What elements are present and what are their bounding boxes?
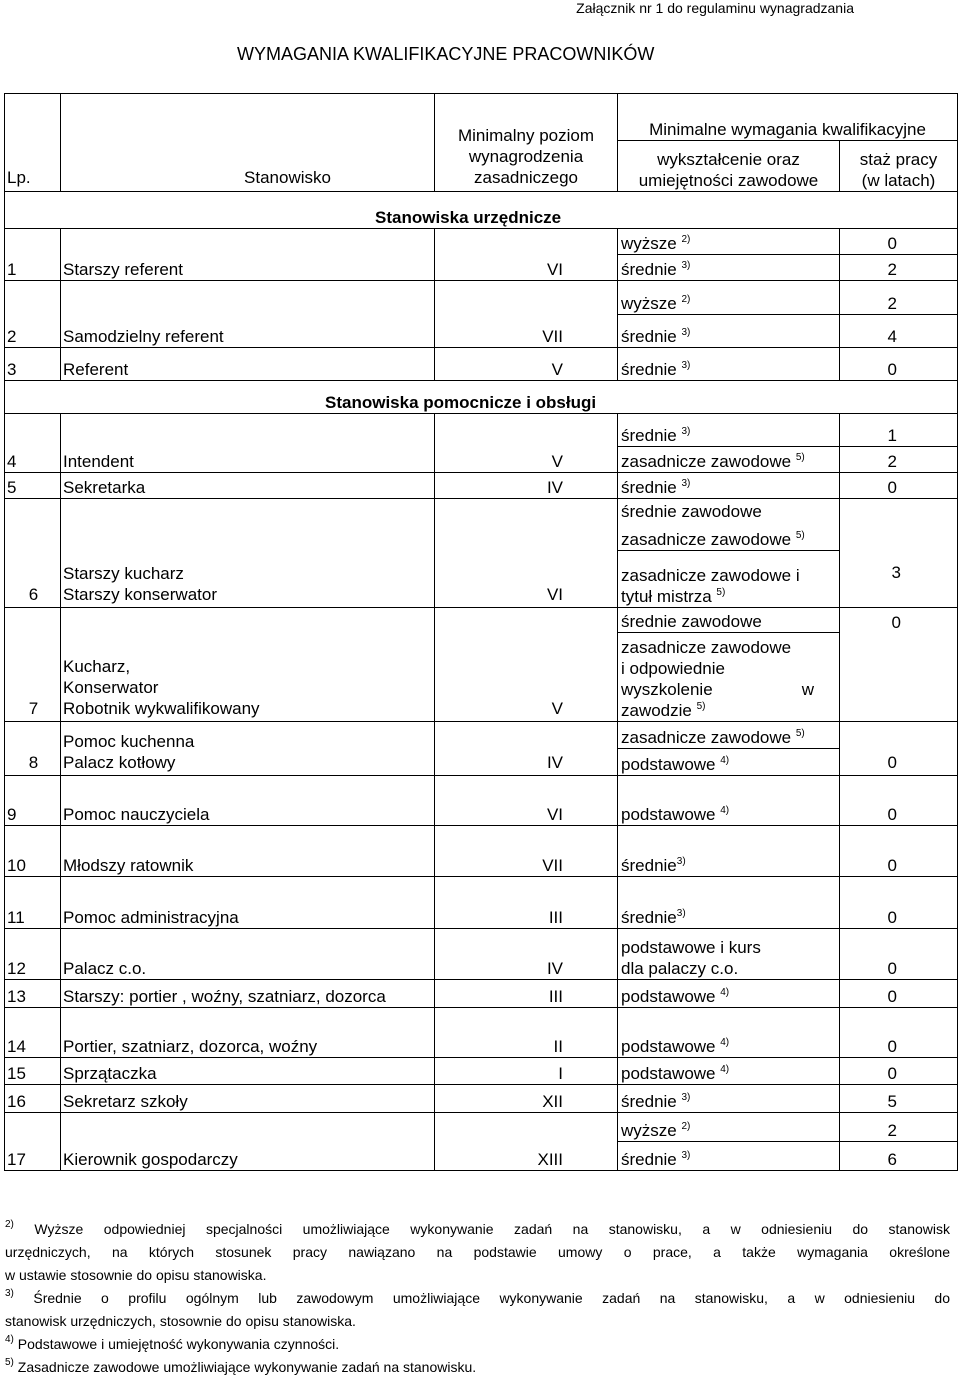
grade-cell: VII bbox=[435, 281, 618, 348]
header-min-requirements: Minimalne wymagania kwalifikacyjne bbox=[618, 94, 958, 141]
experience-cell: 0 bbox=[840, 722, 958, 776]
grade-cell: V bbox=[435, 414, 618, 473]
lp-cell: 9 bbox=[5, 776, 61, 826]
footnote-ref: 2) bbox=[681, 294, 691, 305]
education-text: podstawowe bbox=[621, 1064, 716, 1083]
experience-cell: 0 bbox=[840, 877, 958, 929]
education-text: średnie bbox=[621, 478, 677, 497]
section-clerical: Stanowiska urzędnicze bbox=[5, 192, 958, 229]
position-cell: Sekretarka bbox=[61, 473, 435, 499]
position-cell: Intendent bbox=[61, 414, 435, 473]
experience-cell: 2 bbox=[840, 255, 958, 281]
footnote-ref: 3) bbox=[681, 478, 691, 489]
footnote-ref: 4) bbox=[720, 1064, 730, 1075]
grade-cell: III bbox=[435, 980, 618, 1008]
header-min-level-2: wynagrodzenia bbox=[468, 147, 584, 166]
lp-cell: 5 bbox=[5, 473, 61, 499]
footnote-ref: 5) bbox=[795, 728, 805, 739]
lp-cell: 11 bbox=[5, 877, 61, 929]
footnote-ref: 2) bbox=[681, 234, 691, 245]
page-title: WYMAGANIA KWALIFIKACYJNE PRACOWNIKÓW bbox=[237, 44, 655, 64]
education-cell bbox=[618, 1058, 840, 1085]
education-text: średnie bbox=[621, 856, 677, 875]
lp-cell: 14 bbox=[5, 1008, 61, 1058]
education-text: podstawowe bbox=[621, 755, 716, 774]
lp-cell: 1 bbox=[5, 229, 61, 281]
grade-cell: IV bbox=[435, 929, 618, 980]
annex-note: Załącznik nr 1 do regulaminu wynagradzania bbox=[576, 0, 854, 16]
experience-cell: 0 bbox=[840, 980, 958, 1008]
experience-cell: 3 bbox=[840, 499, 958, 608]
education-cell bbox=[618, 776, 840, 826]
education-line bbox=[621, 679, 814, 700]
lp-cell: 6 bbox=[5, 499, 61, 608]
table-row bbox=[5, 1085, 958, 1113]
position-cell: Sprzątaczka bbox=[61, 1058, 435, 1085]
grade-cell: XII bbox=[435, 1085, 618, 1113]
education-line: zasadnicze zawodowe i bbox=[621, 566, 800, 585]
table-row bbox=[5, 1113, 958, 1142]
education-text: zasadnicze zawodowe bbox=[621, 452, 792, 471]
experience-cell: 0 bbox=[840, 473, 958, 499]
footnote-mark: 3) bbox=[5, 1288, 14, 1299]
header-experience-2: (w latach) bbox=[861, 171, 936, 190]
education-cell bbox=[618, 522, 840, 551]
education-cell bbox=[618, 473, 840, 499]
education-text: średnie bbox=[621, 426, 677, 445]
education-cell bbox=[618, 1142, 840, 1171]
lp-cell: 12 bbox=[5, 929, 61, 980]
lp-cell: 7 bbox=[5, 608, 61, 722]
table-row bbox=[5, 877, 958, 929]
footnote-ref: 5) bbox=[795, 530, 805, 541]
education-cell bbox=[618, 826, 840, 877]
footnote-text: urzędniczych, na których stosunek pracy nawiązano na podstawie umowy o prace, a także wymagania określone bbox=[5, 1244, 950, 1260]
position-cell: Pomoc nauczyciela bbox=[61, 776, 435, 826]
education-text: średnie bbox=[621, 1150, 677, 1169]
position-cell: Palacz c.o. bbox=[61, 929, 435, 980]
header-education bbox=[618, 141, 840, 192]
experience-cell: 6 bbox=[840, 1142, 958, 1171]
position-line: Starszy kucharz bbox=[63, 564, 184, 583]
education-text: średnie bbox=[621, 260, 677, 279]
education-cell bbox=[618, 1113, 840, 1142]
footnote-3 bbox=[5, 1287, 950, 1310]
education-cell bbox=[618, 551, 840, 608]
header-lp: Lp. bbox=[5, 94, 61, 192]
table-row bbox=[5, 229, 958, 255]
education-text: zawodzie bbox=[621, 701, 692, 720]
position-line: Pomoc kuchenna bbox=[63, 732, 195, 751]
education-cell bbox=[618, 414, 840, 447]
table-row bbox=[5, 826, 958, 877]
position-cell bbox=[61, 608, 435, 722]
education-text: podstawowe bbox=[621, 987, 716, 1006]
footnote-ref: 4) bbox=[720, 755, 730, 766]
education-text: podstawowe bbox=[621, 805, 716, 824]
table-row bbox=[5, 281, 958, 315]
experience-cell: 1 bbox=[840, 414, 958, 447]
education-line: dla palaczy c.o. bbox=[621, 959, 739, 978]
position-line: Konserwator bbox=[63, 678, 159, 697]
header-education-1: wykształcenie oraz bbox=[657, 150, 800, 169]
education-cell bbox=[618, 315, 840, 348]
section-support: Stanowiska pomocnicze i obsługi bbox=[5, 381, 958, 414]
experience-cell: 0 bbox=[840, 826, 958, 877]
lp-cell: 17 bbox=[5, 1113, 61, 1171]
footnote-text: stanowisk urzędniczych, stosownie do opisu stanowiska. bbox=[5, 1313, 356, 1329]
position-cell: Starszy: portier , woźny, szatniarz, dozorca bbox=[61, 980, 435, 1008]
footnote-ref: 5) bbox=[696, 701, 706, 712]
education-line bbox=[621, 700, 839, 721]
section-row bbox=[5, 381, 958, 414]
experience-cell: 2 bbox=[840, 281, 958, 315]
experience-cell: 0 bbox=[840, 929, 958, 980]
footnote-5 bbox=[5, 1356, 950, 1379]
lp-cell: 10 bbox=[5, 826, 61, 877]
education-text: średnie bbox=[621, 360, 677, 379]
footnote-mark: 5) bbox=[5, 1357, 14, 1368]
education-text: średnie bbox=[621, 908, 677, 927]
footnote-text: Średnie o profilu ogólnym lub zawodowym umożliwiające wykonywanie zadań na stanowisku, a w odniesieniu do bbox=[33, 1290, 951, 1306]
footnote-text: w ustawie stosownie do opisu stanowiska. bbox=[5, 1267, 267, 1283]
header-row-1 bbox=[5, 94, 958, 141]
table-row bbox=[5, 722, 958, 749]
education-cell bbox=[618, 749, 840, 776]
education-text: wyższe bbox=[621, 1121, 677, 1140]
table-row bbox=[5, 776, 958, 826]
footnote-ref: 3) bbox=[681, 426, 691, 437]
footnotes bbox=[5, 1218, 950, 1379]
education-line: podstawowe i kurs bbox=[621, 938, 761, 957]
experience-cell: 0 bbox=[840, 776, 958, 826]
education-line: i odpowiednie bbox=[621, 659, 725, 678]
grade-cell: VI bbox=[435, 499, 618, 608]
header-min-level bbox=[435, 94, 618, 192]
table-row bbox=[5, 414, 958, 447]
grade-cell: I bbox=[435, 1058, 618, 1085]
grade-cell: V bbox=[435, 348, 618, 381]
education-text: zasadnicze zawodowe bbox=[621, 530, 792, 549]
grade-cell: V bbox=[435, 608, 618, 722]
education-cell bbox=[618, 929, 840, 980]
position-line: Robotnik wykwalifikowany bbox=[63, 699, 260, 718]
education-text: tytuł mistrza bbox=[621, 587, 712, 606]
table-row bbox=[5, 980, 958, 1008]
lp-cell: 15 bbox=[5, 1058, 61, 1085]
position-cell: Kierownik gospodarczy bbox=[61, 1113, 435, 1171]
lp-cell: 2 bbox=[5, 281, 61, 348]
lp-cell: 13 bbox=[5, 980, 61, 1008]
experience-cell: 2 bbox=[840, 1113, 958, 1142]
position-cell: Sekretarz szkoły bbox=[61, 1085, 435, 1113]
education-cell bbox=[618, 1085, 840, 1113]
footnote-mark: 2) bbox=[5, 1219, 14, 1230]
grade-cell: VII bbox=[435, 826, 618, 877]
position-line: Palacz kotłowy bbox=[63, 753, 176, 772]
education-cell bbox=[618, 229, 840, 255]
footnote-ref: 3) bbox=[681, 360, 691, 371]
grade-cell: III bbox=[435, 877, 618, 929]
position-line: Kucharz, bbox=[63, 657, 131, 676]
footnote-ref: 3) bbox=[681, 1150, 691, 1161]
header-education-2: umiejętności zawodowe bbox=[638, 171, 819, 190]
lp-cell: 3 bbox=[5, 348, 61, 381]
footnote-ref: 5) bbox=[795, 452, 805, 463]
education-cell bbox=[618, 877, 840, 929]
education-cell bbox=[618, 255, 840, 281]
qualification-table bbox=[4, 93, 958, 1171]
position-cell bbox=[61, 722, 435, 776]
education-cell bbox=[618, 348, 840, 381]
footnote-mark: 4) bbox=[5, 1334, 14, 1345]
experience-cell: 0 bbox=[840, 608, 958, 722]
experience-cell: 5 bbox=[840, 1085, 958, 1113]
footnote-ref: 4) bbox=[720, 805, 730, 816]
grade-cell: XIII bbox=[435, 1113, 618, 1171]
position-cell: Starszy referent bbox=[61, 229, 435, 281]
footnote-ref: 3) bbox=[676, 856, 686, 867]
lp-cell: 8 bbox=[5, 722, 61, 776]
lp-cell: 4 bbox=[5, 414, 61, 473]
position-cell: Pomoc administracyjna bbox=[61, 877, 435, 929]
position-cell: Portier, szatniarz, dozorca, woźny bbox=[61, 1008, 435, 1058]
experience-cell: 0 bbox=[840, 229, 958, 255]
position-cell: Młodszy ratownik bbox=[61, 826, 435, 877]
footnote-ref: 3) bbox=[681, 1092, 691, 1103]
education-text: wyższe bbox=[621, 234, 677, 253]
table-row bbox=[5, 473, 958, 499]
header-min-level-1: Minimalny poziom bbox=[457, 126, 595, 145]
footnote-ref: 5) bbox=[716, 587, 726, 598]
footnote-text: Podstawowe i umiejętność wykonywania czynności. bbox=[17, 1336, 340, 1352]
education-cell bbox=[618, 980, 840, 1008]
header-min-level-3: zasadniczego bbox=[474, 168, 578, 187]
footnote-4 bbox=[5, 1333, 950, 1356]
grade-cell: VI bbox=[435, 776, 618, 826]
education-text: średnie bbox=[621, 1092, 677, 1111]
header-position: Stanowisko bbox=[61, 94, 435, 192]
experience-cell: 4 bbox=[840, 315, 958, 348]
education-line: zasadnicze zawodowe bbox=[621, 638, 792, 657]
education-cell: średnie zawodowe bbox=[618, 499, 840, 523]
education-text: w bbox=[801, 680, 814, 699]
table-row bbox=[5, 929, 958, 980]
footnote-text: Wyższe odpowiedniej specjalności umożliwiające wykonywanie zadań na stanowisku, a w odniesieniu do stanowisk bbox=[34, 1221, 950, 1237]
experience-cell: 0 bbox=[840, 1058, 958, 1085]
education-text: wyższe bbox=[621, 294, 677, 313]
grade-cell: II bbox=[435, 1008, 618, 1058]
grade-cell: IV bbox=[435, 722, 618, 776]
table-row bbox=[5, 1008, 958, 1058]
education-cell bbox=[618, 633, 840, 722]
footnote-2 bbox=[5, 1218, 950, 1241]
education-cell bbox=[618, 447, 840, 473]
section-row bbox=[5, 192, 958, 229]
education-text: wyszkolenie bbox=[621, 680, 713, 699]
footnote-ref: 3) bbox=[681, 327, 691, 338]
footnote-ref: 4) bbox=[720, 1037, 730, 1048]
table-row bbox=[5, 1058, 958, 1085]
experience-cell: 0 bbox=[840, 1008, 958, 1058]
header-experience-1: staż pracy bbox=[859, 150, 938, 169]
education-text: podstawowe bbox=[621, 1037, 716, 1056]
table-row bbox=[5, 499, 958, 523]
grade-cell: IV bbox=[435, 473, 618, 499]
table-row bbox=[5, 608, 958, 633]
experience-cell: 0 bbox=[840, 348, 958, 381]
position-cell: Samodzielny referent bbox=[61, 281, 435, 348]
header-experience bbox=[840, 141, 958, 192]
experience-cell: 2 bbox=[840, 447, 958, 473]
education-cell bbox=[618, 281, 840, 315]
table-row bbox=[5, 348, 958, 381]
footnote-ref: 2) bbox=[681, 1121, 691, 1132]
lp-cell: 16 bbox=[5, 1085, 61, 1113]
education-line bbox=[621, 586, 839, 607]
education-cell: średnie zawodowe bbox=[618, 608, 840, 633]
footnote-ref: 3) bbox=[681, 260, 691, 271]
footnote-text: Zasadnicze zawodowe umożliwiające wykonywanie zadań na stanowisku. bbox=[17, 1359, 477, 1375]
education-cell bbox=[618, 722, 840, 749]
position-line: Starszy konserwator bbox=[63, 585, 217, 604]
grade-cell: VI bbox=[435, 229, 618, 281]
footnote-ref: 4) bbox=[720, 987, 730, 998]
position-cell bbox=[61, 499, 435, 608]
education-text: zasadnicze zawodowe bbox=[621, 728, 792, 747]
footnote-ref: 3) bbox=[676, 908, 686, 919]
position-cell: Referent bbox=[61, 348, 435, 381]
education-cell bbox=[618, 1008, 840, 1058]
education-text: średnie bbox=[621, 327, 677, 346]
